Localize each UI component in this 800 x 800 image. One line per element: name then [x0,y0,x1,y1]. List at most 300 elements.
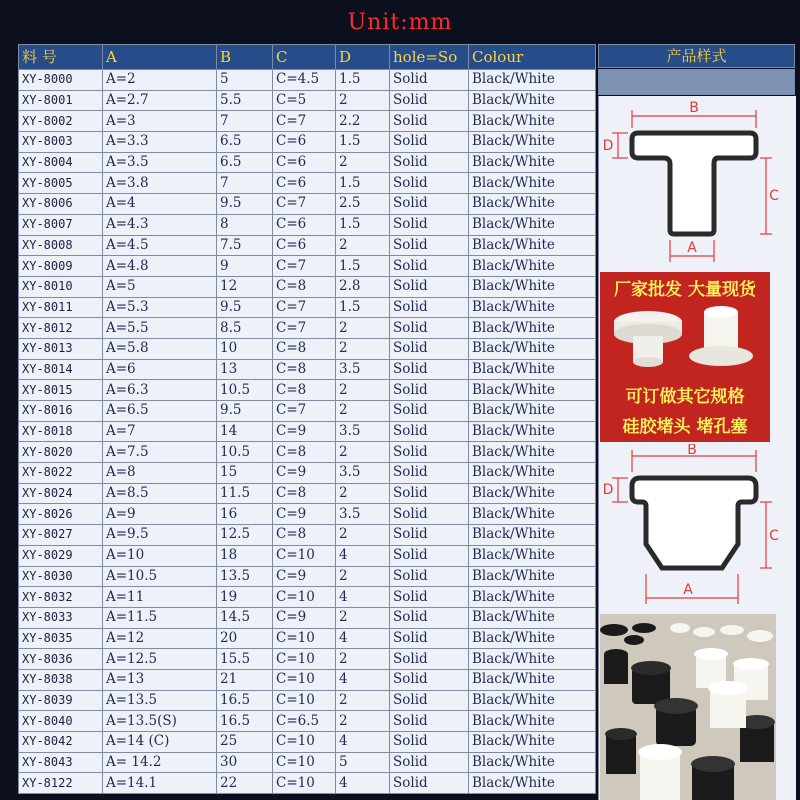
cell-c: C=6 [273,152,336,173]
cell-b: 9.5 [217,401,273,422]
cell-d: 2 [336,235,390,256]
cell-b: 7 [217,173,273,194]
cell-part-no: XY-8015 [19,380,103,401]
plug-diagram-chamfered [600,444,780,609]
column-header-d: D [336,45,390,70]
cell-a: A=7.5 [103,442,217,463]
table-row [19,359,596,380]
cell-colour: Black/White [469,732,596,753]
cell-part-no: XY-8036 [19,649,103,670]
cell-a: A=8 [103,463,217,484]
cell-d: 2 [336,607,390,628]
table-row [19,732,596,753]
cell-a: A=13.5(S) [103,711,217,732]
dim-label-c-2: C [769,528,779,544]
cell-hole: Solid [390,70,469,91]
cell-a: A=11.5 [103,607,217,628]
table-row [19,773,596,794]
cell-a: A=6 [103,359,217,380]
cell-a: A=4.8 [103,256,217,277]
cell-colour: Black/White [469,173,596,194]
cell-hole: Solid [390,752,469,773]
cell-d: 3.5 [336,359,390,380]
cell-a: A=8.5 [103,483,217,504]
cell-c: C=10 [273,587,336,608]
cell-part-no: XY-8030 [19,566,103,587]
cell-b: 9.5 [217,194,273,215]
cell-colour: Black/White [469,773,596,794]
cell-a: A=14.1 [103,773,217,794]
cell-b: 7.5 [217,235,273,256]
cell-part-no: XY-8007 [19,214,103,235]
cell-a: A=5 [103,276,217,297]
table-row [19,669,596,690]
cell-c: C=6 [273,173,336,194]
cell-part-no: XY-8010 [19,276,103,297]
cell-part-no: XY-8000 [19,70,103,91]
cell-part-no: XY-8013 [19,338,103,359]
cell-d: 2 [336,380,390,401]
cell-c: C=7 [273,318,336,339]
table-row [19,545,596,566]
cell-hole: Solid [390,566,469,587]
dim-label-d: D [602,138,614,154]
promo-photo [600,272,770,442]
table-header-row [19,45,596,70]
cell-hole: Solid [390,421,469,442]
cell-part-no: XY-8006 [19,194,103,215]
cell-colour: Black/White [469,90,596,111]
cell-part-no: XY-8040 [19,711,103,732]
spec-table [18,44,596,794]
cell-d: 2 [336,711,390,732]
cell-d: 4 [336,628,390,649]
table-row [19,90,596,111]
cell-d: 2.5 [336,194,390,215]
cell-d: 2 [336,338,390,359]
cell-c: C=9 [273,607,336,628]
cell-b: 20 [217,628,273,649]
cell-b: 7 [217,111,273,132]
cell-hole: Solid [390,214,469,235]
cell-d: 2 [336,525,390,546]
cell-b: 6.5 [217,132,273,153]
table-row [19,235,596,256]
cell-hole: Solid [390,732,469,753]
table-row [19,752,596,773]
cell-colour: Black/White [469,628,596,649]
cell-part-no: XY-8012 [19,318,103,339]
cell-colour: Black/White [469,649,596,670]
cell-d: 2.8 [336,276,390,297]
cell-b: 5.5 [217,90,273,111]
cell-part-no: XY-8039 [19,690,103,711]
cell-c: C=9 [273,463,336,484]
promo-line-product: 硅胶堵头 堵孔塞 [622,417,748,437]
cell-b: 16.5 [217,711,273,732]
cell-colour: Black/White [469,504,596,525]
cell-part-no: XY-8022 [19,463,103,484]
white-plug-tip-left [633,357,663,367]
cell-a: A=10.5 [103,566,217,587]
cell-hole: Solid [390,90,469,111]
black-white-plugs-photo [600,614,776,800]
cell-hole: Solid [390,318,469,339]
cell-c: C=7 [273,194,336,215]
cell-b: 6.5 [217,152,273,173]
cell-a: A=3.3 [103,132,217,153]
cell-a: A=3.8 [103,173,217,194]
table-row [19,276,596,297]
cell-c: C=6 [273,235,336,256]
dim-label-b: B [689,100,699,116]
cell-part-no: XY-8011 [19,297,103,318]
table-row [19,525,596,546]
cell-c: C=9 [273,566,336,587]
cell-c: C=4.5 [273,70,336,91]
cell-b: 21 [217,669,273,690]
cell-part-no: XY-8005 [19,173,103,194]
cell-a: A=3 [103,111,217,132]
plug-diagram-straight [600,100,780,265]
cell-d: 3.5 [336,421,390,442]
cell-hole: Solid [390,649,469,670]
cell-b: 16 [217,504,273,525]
table-row [19,711,596,732]
cell-c: C=8 [273,338,336,359]
cell-c: C=10 [273,690,336,711]
cell-d: 2 [336,566,390,587]
table-row [19,690,596,711]
cell-colour: Black/White [469,483,596,504]
cell-colour: Black/White [469,525,596,546]
cell-part-no: XY-8004 [19,152,103,173]
cell-d: 1.5 [336,214,390,235]
cell-colour: Black/White [469,380,596,401]
cell-hole: Solid [390,297,469,318]
cell-c: C=8 [273,359,336,380]
cell-d: 2 [336,690,390,711]
cell-c: C=6 [273,132,336,153]
cell-hole: Solid [390,152,469,173]
table-row [19,152,596,173]
cell-part-no: XY-8002 [19,111,103,132]
table-row [19,70,596,91]
cell-hole: Solid [390,773,469,794]
cell-c: C=5 [273,90,336,111]
cell-colour: Black/White [469,463,596,484]
cell-d: 1.5 [336,70,390,91]
cell-colour: Black/White [469,318,596,339]
cell-a: A= 14.2 [103,752,217,773]
cell-part-no: XY-8018 [19,421,103,442]
cell-b: 15.5 [217,649,273,670]
cell-b: 15 [217,463,273,484]
cell-d: 2 [336,318,390,339]
cell-b: 18 [217,545,273,566]
cell-a: A=12.5 [103,649,217,670]
cell-b: 8.5 [217,318,273,339]
cell-b: 16.5 [217,690,273,711]
cell-colour: Black/White [469,669,596,690]
cell-colour: Black/White [469,711,596,732]
cell-colour: Black/White [469,297,596,318]
cell-hole: Solid [390,483,469,504]
cell-colour: Black/White [469,194,596,215]
cell-a: A=9.5 [103,525,217,546]
cell-b: 8 [217,214,273,235]
cell-b: 13 [217,359,273,380]
cell-d: 2 [336,90,390,111]
cell-colour: Black/White [469,152,596,173]
cell-a: A=4.5 [103,235,217,256]
cell-hole: Solid [390,442,469,463]
cell-c: C=10 [273,732,336,753]
cell-b: 25 [217,732,273,753]
cell-c: C=6.5 [273,711,336,732]
table-row [19,380,596,401]
cell-d: 1.5 [336,173,390,194]
cell-hole: Solid [390,111,469,132]
cell-colour: Black/White [469,276,596,297]
cell-b: 9 [217,256,273,277]
table-row [19,256,596,277]
table-row [19,649,596,670]
cell-part-no: XY-8027 [19,525,103,546]
cell-d: 2 [336,649,390,670]
cell-d: 3.5 [336,504,390,525]
cell-hole: Solid [390,338,469,359]
cell-a: A=5.5 [103,318,217,339]
spec-table-body [19,70,596,794]
title-bar [0,0,800,44]
cell-colour: Black/White [469,545,596,566]
cell-b: 30 [217,752,273,773]
cell-b: 5 [217,70,273,91]
cell-a: A=12 [103,628,217,649]
cell-colour: Black/White [469,359,596,380]
cell-c: C=7 [273,401,336,422]
cell-d: 3.5 [336,463,390,484]
cell-hole: Solid [390,194,469,215]
cell-c: C=10 [273,628,336,649]
cell-colour: Black/White [469,752,596,773]
column-header-hole: hole=So [390,45,469,70]
column-header-part-no: 料 号 [19,45,103,70]
cell-hole: Solid [390,173,469,194]
table-row [19,401,596,422]
white-plugs-illustration [600,298,770,378]
cell-d: 1.5 [336,256,390,277]
cell-part-no: XY-8024 [19,483,103,504]
table-row [19,338,596,359]
cell-colour: Black/White [469,256,596,277]
cell-part-no: XY-8122 [19,773,103,794]
table-row [19,297,596,318]
cell-a: A=2.7 [103,90,217,111]
cell-part-no: XY-8009 [19,256,103,277]
cell-a: A=6.3 [103,380,217,401]
cell-colour: Black/White [469,214,596,235]
table-row [19,111,596,132]
table-row [19,194,596,215]
table-row [19,628,596,649]
cell-b: 10.5 [217,442,273,463]
cell-d: 1.5 [336,297,390,318]
cell-hole: Solid [390,380,469,401]
cell-c: C=7 [273,256,336,277]
column-header-colour: Colour [469,45,596,70]
cell-b: 12 [217,276,273,297]
cell-d: 4 [336,669,390,690]
table-row [19,442,596,463]
cell-d: 4 [336,545,390,566]
cell-hole: Solid [390,359,469,380]
dim-label-d-2: D [602,482,614,498]
promo-line-custom: 可订做其它规格 [625,387,745,407]
plug-outline-straight [632,133,756,234]
cell-colour: Black/White [469,587,596,608]
cell-b: 22 [217,773,273,794]
cell-part-no: XY-8026 [19,504,103,525]
cell-b: 10 [217,338,273,359]
dim-label-b-2: B [687,444,697,458]
cell-hole: Solid [390,711,469,732]
cell-b: 14 [217,421,273,442]
cell-colour: Black/White [469,690,596,711]
cell-part-no: XY-8029 [19,545,103,566]
cell-c: C=8 [273,276,336,297]
cell-hole: Solid [390,628,469,649]
cell-b: 13.5 [217,566,273,587]
cell-part-no: XY-8016 [19,401,103,422]
cell-part-no: XY-8008 [19,235,103,256]
cell-colour: Black/White [469,401,596,422]
table-row [19,566,596,587]
side-strip [598,69,795,95]
cell-part-no: XY-8003 [19,132,103,153]
cell-colour: Black/White [469,421,596,442]
cell-a: A=14 (C) [103,732,217,753]
cell-hole: Solid [390,401,469,422]
cell-hole: Solid [390,235,469,256]
column-header-b: B [217,45,273,70]
table-row [19,132,596,153]
cell-hole: Solid [390,463,469,484]
cell-hole: Solid [390,504,469,525]
cell-part-no: XY-8001 [19,90,103,111]
table-row [19,421,596,442]
cell-a: A=4 [103,194,217,215]
cell-colour: Black/White [469,111,596,132]
cell-a: A=6.5 [103,401,217,422]
table-row [19,214,596,235]
product-style-header: 产品样式 [598,44,795,68]
table-row [19,173,596,194]
table-row [19,504,596,525]
cell-a: A=10 [103,545,217,566]
cell-colour: Black/White [469,132,596,153]
cell-d: 2 [336,401,390,422]
cell-hole: Solid [390,525,469,546]
cell-part-no: XY-8035 [19,628,103,649]
dim-label-a: A [687,240,697,256]
cell-colour: Black/White [469,442,596,463]
table-row [19,318,596,339]
cell-b: 9.5 [217,297,273,318]
cell-a: A=3.5 [103,152,217,173]
table-row [19,607,596,628]
cell-c: C=7 [273,297,336,318]
cell-hole: Solid [390,276,469,297]
column-header-a: A [103,45,217,70]
cell-hole: Solid [390,587,469,608]
plugs-photo-illustration [600,614,776,800]
cell-hole: Solid [390,132,469,153]
dim-label-a-2: A [683,582,693,598]
cell-b: 11.5 [217,483,273,504]
column-header-c: C [273,45,336,70]
table-row [19,587,596,608]
cell-colour: Black/White [469,566,596,587]
cell-c: C=8 [273,483,336,504]
cell-c: C=10 [273,773,336,794]
cell-colour: Black/White [469,607,596,628]
cell-c: C=10 [273,752,336,773]
cell-colour: Black/White [469,235,596,256]
cell-d: 2 [336,442,390,463]
cell-b: 19 [217,587,273,608]
cell-a: A=2 [103,70,217,91]
dim-label-c: C [769,188,779,204]
cell-d: 1.5 [336,132,390,153]
cell-colour: Black/White [469,338,596,359]
cell-hole: Solid [390,545,469,566]
cell-d: 4 [336,773,390,794]
cell-hole: Solid [390,256,469,277]
cell-d: 5 [336,752,390,773]
cell-part-no: XY-8014 [19,359,103,380]
cell-b: 12.5 [217,525,273,546]
cell-a: A=5.3 [103,297,217,318]
cell-c: C=8 [273,525,336,546]
cell-c: C=8 [273,380,336,401]
white-plug-top-right [704,306,738,318]
cell-hole: Solid [390,607,469,628]
cell-c: C=10 [273,669,336,690]
promo-line-wholesale: 厂家批发 大量现货 [614,280,756,300]
cell-a: A=13.5 [103,690,217,711]
cell-part-no: XY-8042 [19,732,103,753]
page-title: Unit:mm [347,9,453,35]
cell-d: 2.2 [336,111,390,132]
cell-hole: Solid [390,669,469,690]
cell-d: 2 [336,483,390,504]
cell-part-no: XY-8033 [19,607,103,628]
cell-part-no: XY-8038 [19,669,103,690]
cell-a: A=5.8 [103,338,217,359]
cell-b: 14.5 [217,607,273,628]
cell-part-no: XY-8032 [19,587,103,608]
cell-c: C=7 [273,111,336,132]
cell-a: A=13 [103,669,217,690]
cell-c: C=10 [273,649,336,670]
cell-c: C=10 [273,545,336,566]
cell-hole: Solid [390,690,469,711]
cell-c: C=8 [273,442,336,463]
cell-c: C=9 [273,421,336,442]
plug-outline-chamfered [632,478,756,568]
